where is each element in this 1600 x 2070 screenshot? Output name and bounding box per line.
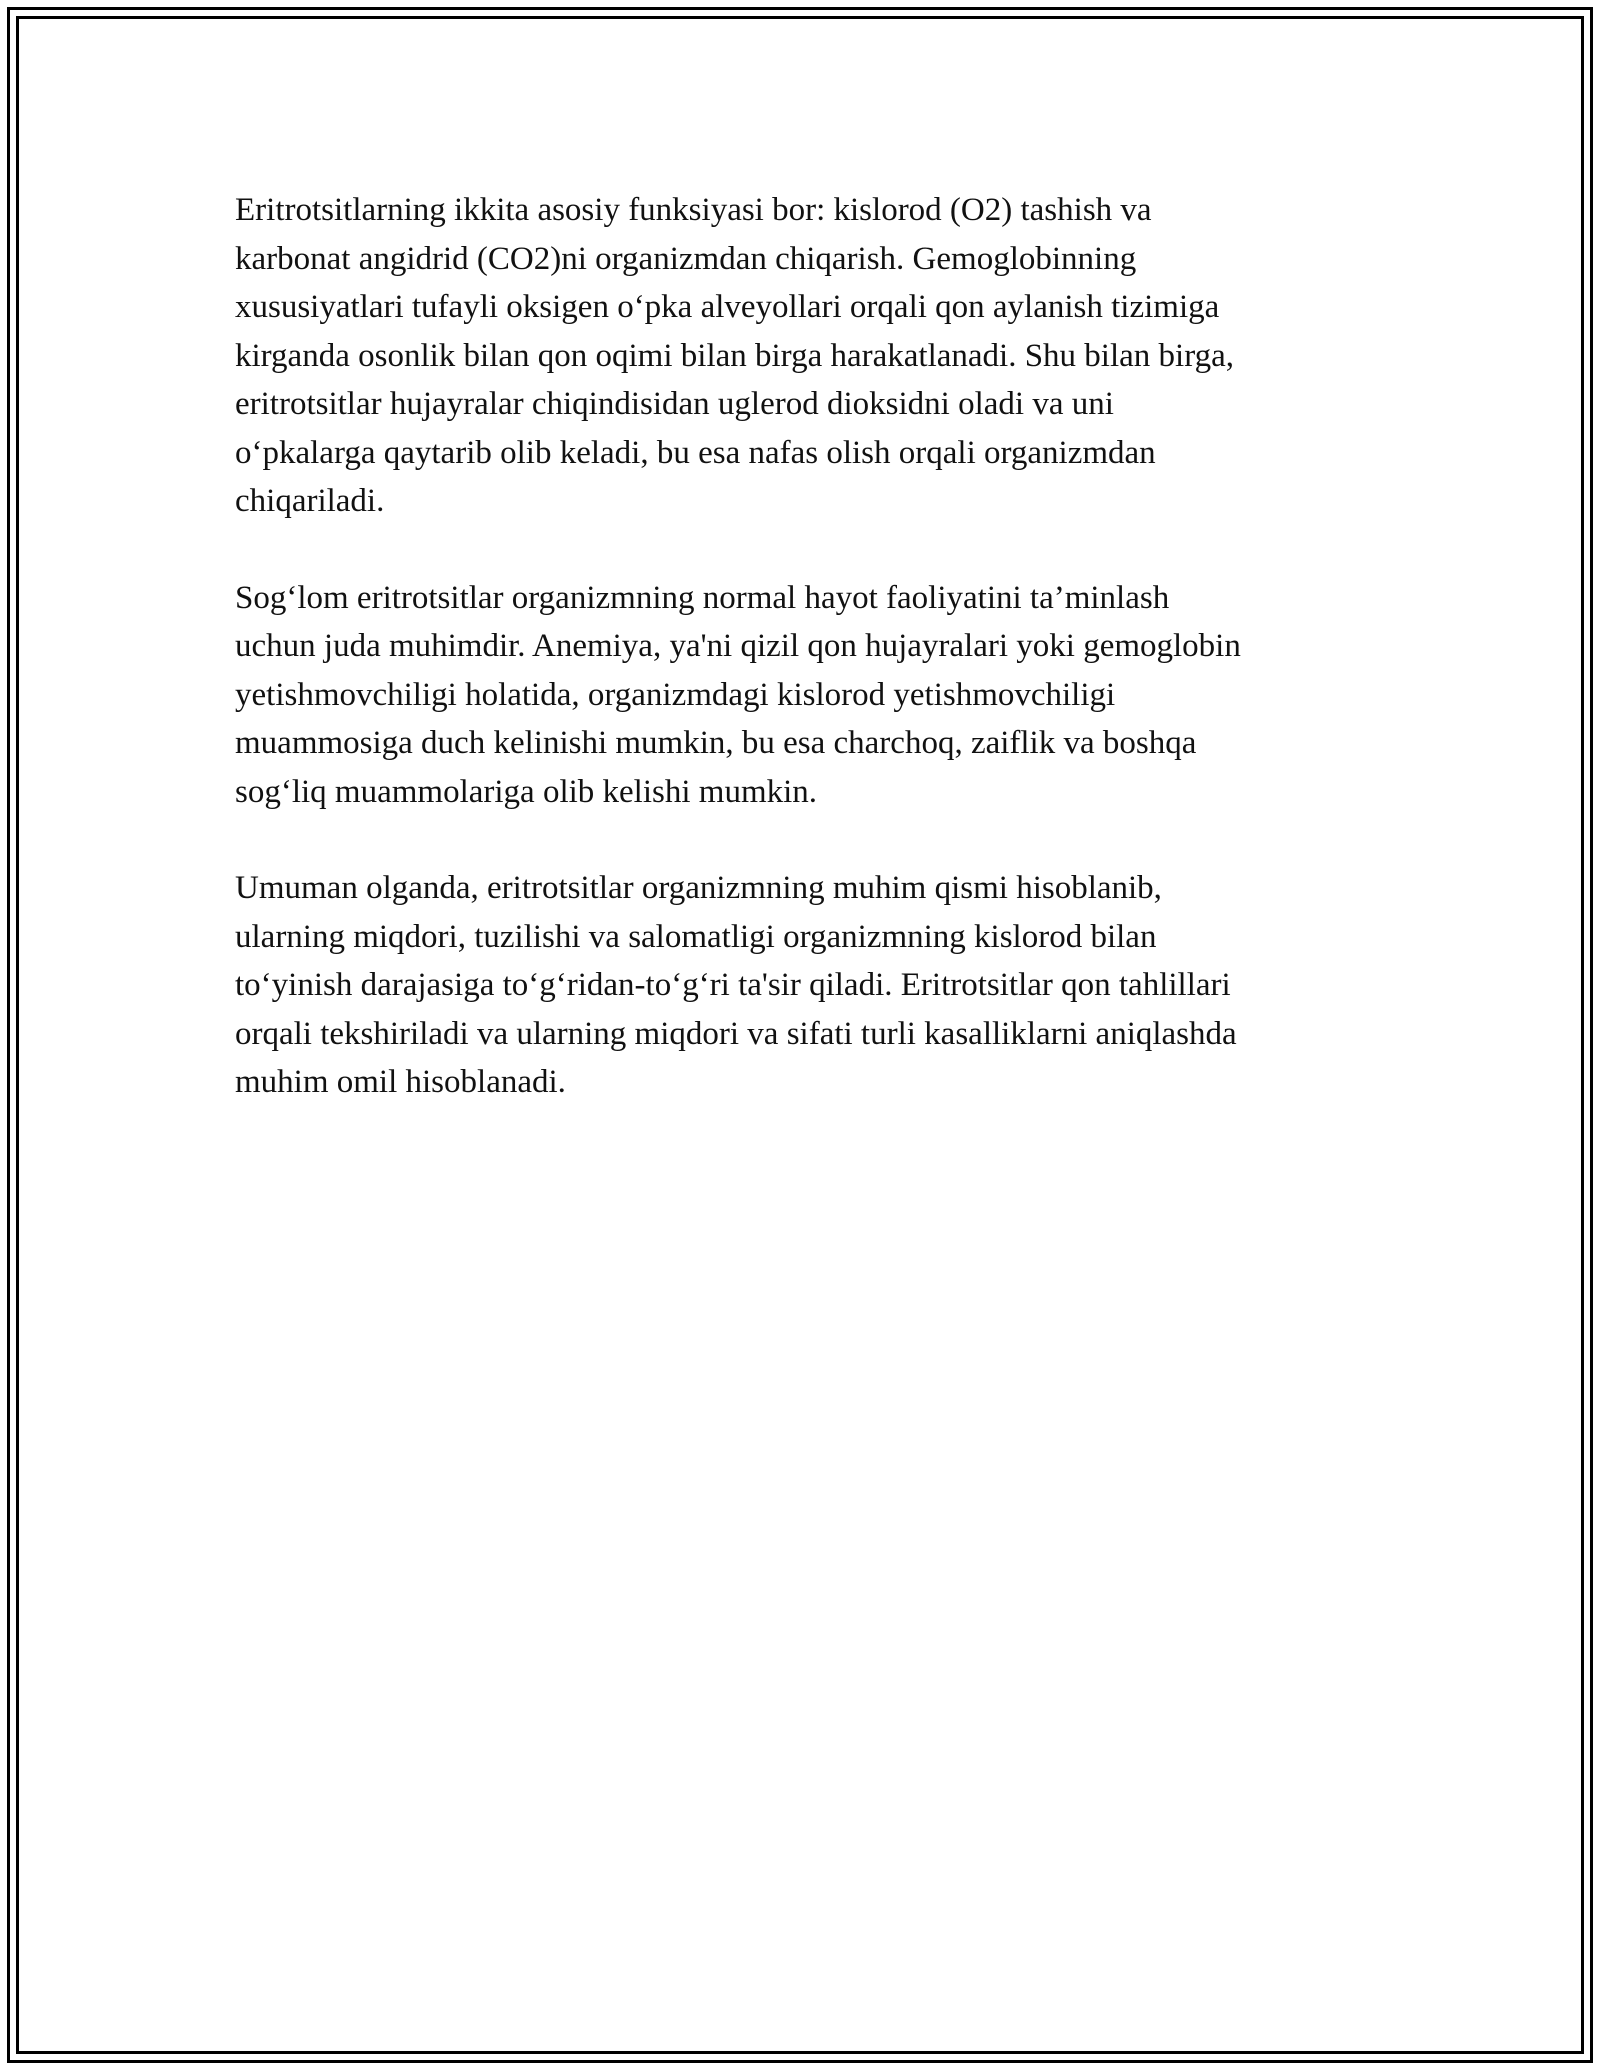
- text-line: chiqariladi.: [235, 483, 385, 519]
- text-line: yetishmovchiligi holatida, organizmdagi kislorod yetishmovchiligi: [235, 676, 1116, 713]
- paragraph-3: [235, 864, 1365, 1107]
- text-line: Sog‘lom eritrotsitlar organizmning normal hayot faoliyatini ta’minlash: [235, 579, 1170, 616]
- text-line: karbonat angidrid (CO2)ni organizmdan chiqarish. Gemoglobinning: [235, 240, 1137, 277]
- text-line: muammosiga duch kelinishi mumkin, bu esa charchoq, zaiflik va boshqa: [235, 725, 1197, 761]
- text-line: kirganda osonlik bilan qon oqimi bilan birga harakatlanadi. Shu bilan birga,: [235, 337, 1234, 374]
- paragraph-1: [235, 186, 1365, 526]
- text-line: orqali tekshiriladi va ularning miqdori va sifati turli kasalliklarni aniqlashda: [235, 1015, 1237, 1052]
- text-line: xususiyatlari tufayli oksigen o‘pka alveyollari orqali qon aylanish tizimiga: [235, 289, 1220, 325]
- text-line: to‘yinish darajasiga to‘g‘ridan-to‘g‘ri ta'sir qiladi. Eritrotsitlar qon tahlillari: [235, 967, 1231, 1003]
- document-body: [235, 186, 1365, 1155]
- paragraph-2: [235, 574, 1365, 817]
- text-line: Umuman olganda, eritrotsitlar organizmning muhim qismi hisoblanib,: [235, 870, 1162, 906]
- text-line: sog‘liq muammolariga olib kelishi mumkin.: [235, 773, 818, 810]
- text-line: muhim omil hisoblanadi.: [235, 1064, 566, 1100]
- text-line: o‘pkalarga qaytarib olib keladi, bu esa nafas olish orqali organizmdan: [235, 434, 1156, 471]
- text-line: uchun juda muhimdir. Anemiya, ya'ni qizil qon hujayralari yoki gemoglobin: [235, 628, 1241, 664]
- text-line: Eritrotsitlarning ikkita asosiy funksiyasi bor: kislorod (O2) tashish va: [235, 192, 1152, 228]
- text-line: ularning miqdori, tuzilishi va salomatligi organizmning kislorod bilan: [235, 918, 1157, 955]
- text-line: eritrotsitlar hujayralar chiqindisidan uglerod dioksidni oladi va uni: [235, 386, 1114, 422]
